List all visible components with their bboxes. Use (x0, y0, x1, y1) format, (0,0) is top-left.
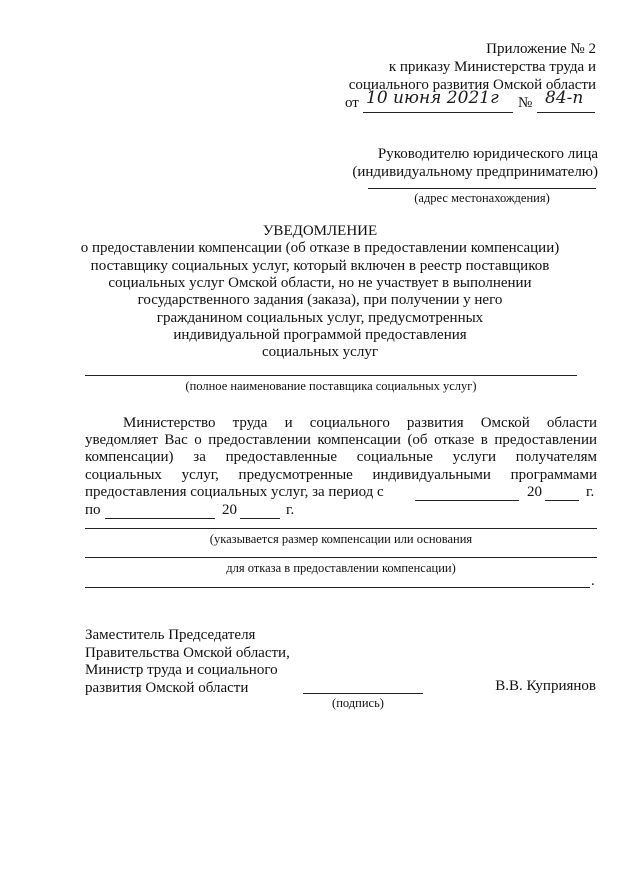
appendix-ministry-line: социального развития Омской области (348, 77, 596, 93)
recipient-line-2: (индивидуальному предпринимателю) (352, 164, 598, 180)
compensation-trailing-dot: . (591, 573, 595, 589)
body-line: компенсации) за предоставленные социальные услуги получателям (85, 449, 597, 465)
provider-name-line (85, 375, 577, 376)
appendix-title: Приложение № 2 (486, 41, 596, 57)
body-line: Министерство труда и социального развития Омской области (123, 415, 597, 431)
body-line: уведомляет Вас о предоставлении компенсации (об отказе в предоставлении (85, 432, 597, 448)
period-start-year-suffix: г. (586, 484, 595, 500)
title-line: гражданином социальных услуг, предусмотренных (156, 310, 484, 326)
compensation-caption-1: (указывается размер компенсации или основания (209, 532, 473, 546)
title-line: социальных услуг Омской области, но не участвует в выполнении (108, 275, 532, 291)
provider-caption: (полное наименование поставщика социальных услуг) (185, 379, 477, 393)
signer-title-line: развития Омской области (85, 680, 249, 696)
title-line: социальных услуг (262, 344, 378, 360)
notice-heading: УВЕДОМЛЕНИЕ (262, 223, 378, 239)
period-end-year-prefix: 20 (222, 502, 237, 518)
title-line: поставщику социальных услуг, который включен в реестр поставщиков (90, 258, 550, 274)
order-date-handwritten: 10 июня 2021г (366, 88, 499, 108)
period-end-field (105, 518, 215, 519)
signer-title-line: Заместитель Председателя (85, 627, 256, 643)
order-number-handwritten: 84-п (545, 88, 584, 108)
compensation-caption-2: для отказа в предоставлении компенсации) (226, 561, 456, 575)
body-line: социальных услуг, предусмотренные индивидуальными программами (85, 467, 597, 483)
period-start-field (415, 500, 519, 501)
address-line (368, 188, 596, 189)
signature-caption: (подпись) (332, 696, 384, 710)
order-date-line (363, 112, 513, 113)
period-end-year-field (240, 518, 280, 519)
recipient-line-1: Руководителю юридического лица (377, 146, 598, 162)
signer-title-line: Правительства Омской области, (85, 645, 290, 661)
signer-title-line: Министр труда и социального (85, 662, 278, 678)
title-line: индивидуальной программой предоставления (173, 327, 467, 343)
address-caption: (адрес местонахождения) (414, 191, 550, 205)
compensation-line-3 (85, 587, 590, 588)
title-line: о предоставлении компенсации (об отказе в предоставлении компенсации) (80, 240, 560, 256)
period-end-year-suffix: г. (286, 502, 295, 518)
title-line: государственного задания (заказа), при получении у него (137, 292, 503, 308)
compensation-line-2 (85, 557, 597, 558)
signer-name: В.В. Куприянов (495, 678, 596, 694)
appendix-order-line: к приказу Министерства труда и (388, 59, 596, 75)
compensation-line-1 (85, 528, 597, 529)
order-date-prefix: от (345, 95, 359, 111)
order-number-sign: № (518, 95, 533, 111)
order-number-line (537, 112, 595, 113)
period-prefix: предоставления социальных услуг, за период с (85, 484, 384, 500)
period-start-year-prefix: 20 (527, 484, 542, 500)
period-end-prefix: по (85, 502, 101, 518)
period-start-year-field (545, 500, 579, 501)
signature-line (303, 693, 423, 694)
